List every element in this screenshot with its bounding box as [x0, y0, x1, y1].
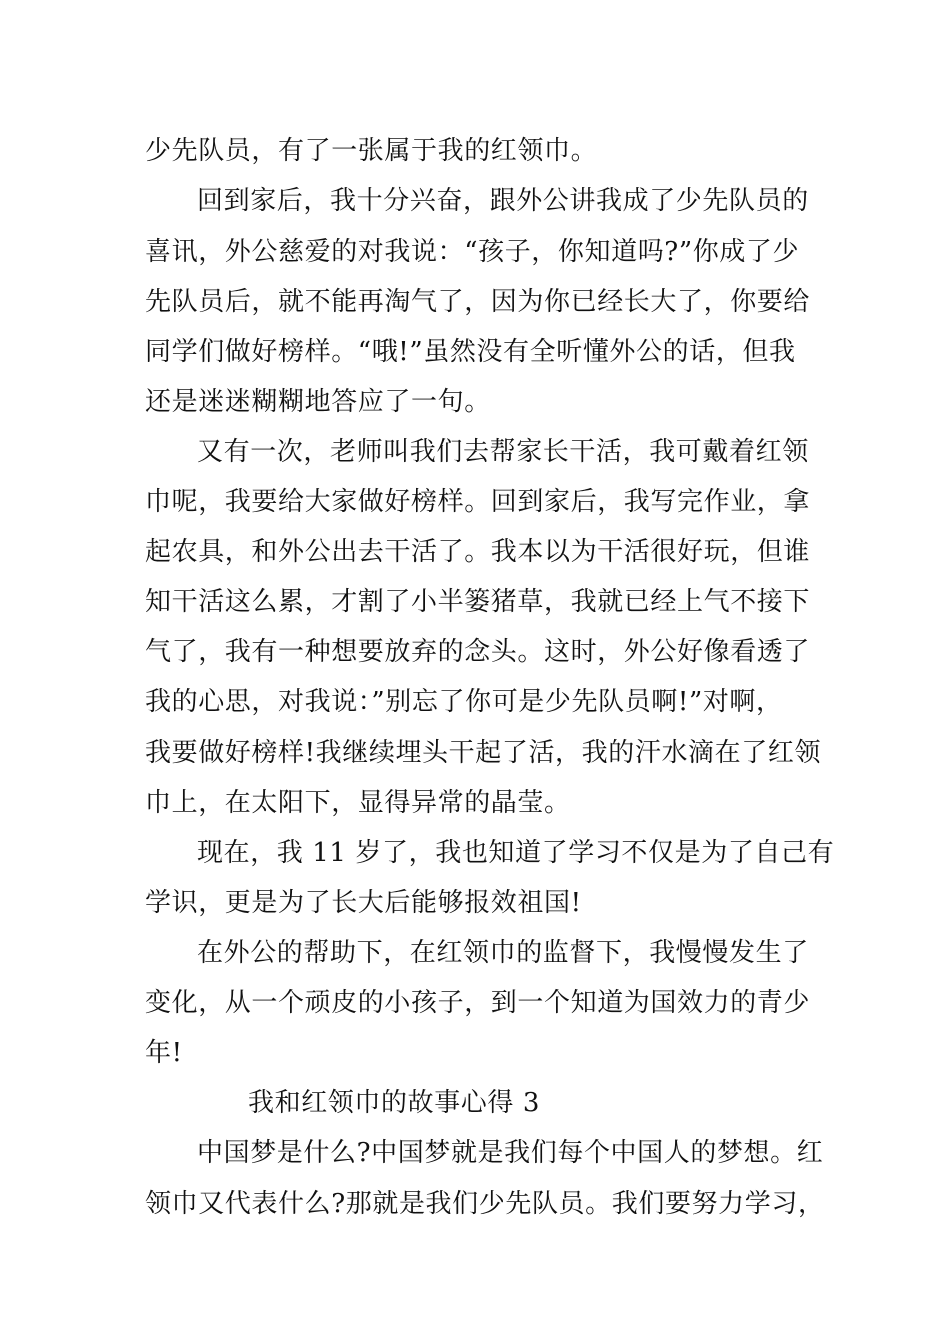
text-line-10: 知干活这么累，才割了小半篓猪草，我就已经上气不接下 [145, 587, 811, 617]
text-line-3: 喜讯，外公慈爱的对我说：“孩子，你知道吗?”你成了少 [145, 237, 800, 267]
text-line-16: 学识，更是为了长大后能够报效祖国! [145, 888, 582, 918]
paragraph-start-line: 中国梦是什么?中国梦就是我们每个中国人的梦想。红 [197, 1138, 824, 1168]
text-line-6: 还是迷迷糊糊地答应了一句。 [145, 387, 491, 417]
text-line-8: 巾呢，我要给大家做好榜样。回到家后，我写完作业，拿 [145, 487, 811, 517]
paragraph-start-line: 回到家后，我十分兴奋，跟外公讲我成了少先队员的 [197, 186, 809, 216]
text-line-18: 变化，从一个顽皮的小孩子，到一个知道为国效力的青少 [145, 988, 811, 1018]
text-line-22: 领巾又代表什么?那就是我们少先队员。我们要努力学习， [145, 1189, 825, 1219]
text-line-4: 先队员后，就不能再淘气了，因为你已经长大了，你要给 [145, 287, 811, 317]
paragraph-start-line: 现在，我 11 岁了，我也知道了学习不仅是为了自己有 [197, 838, 835, 868]
text-line-19: 年! [145, 1038, 183, 1068]
text-line-11: 气了，我有一种想要放弃的念头。这时，外公好像看透了 [145, 637, 811, 667]
section-heading: 我和红领巾的故事心得 3 [248, 1088, 541, 1118]
text-line-13: 我要做好榜样!我继续埋头干起了活，我的汗水滴在了红领 [145, 738, 822, 768]
text-line-1: 少先队员，有了一张属于我的红领巾。 [145, 136, 598, 166]
text-line-5: 同学们做好榜样。“哦!”虽然没有全听懂外公的话，但我 [145, 337, 796, 367]
text-line-12: 我的心思，对我说：”别忘了你可是少先队员啊!”对啊， [145, 687, 783, 717]
paragraph-start-line: 又有一次，老师叫我们去帮家长干活，我可戴着红领 [197, 437, 809, 467]
text-line-9: 起农具，和外公出去干活了。我本以为干活很好玩，但谁 [145, 537, 811, 567]
paragraph-start-line: 在外公的帮助下，在红领巾的监督下，我慢慢发生了 [197, 938, 809, 968]
text-line-14: 巾上，在太阳下，显得异常的晶莹。 [145, 788, 571, 818]
